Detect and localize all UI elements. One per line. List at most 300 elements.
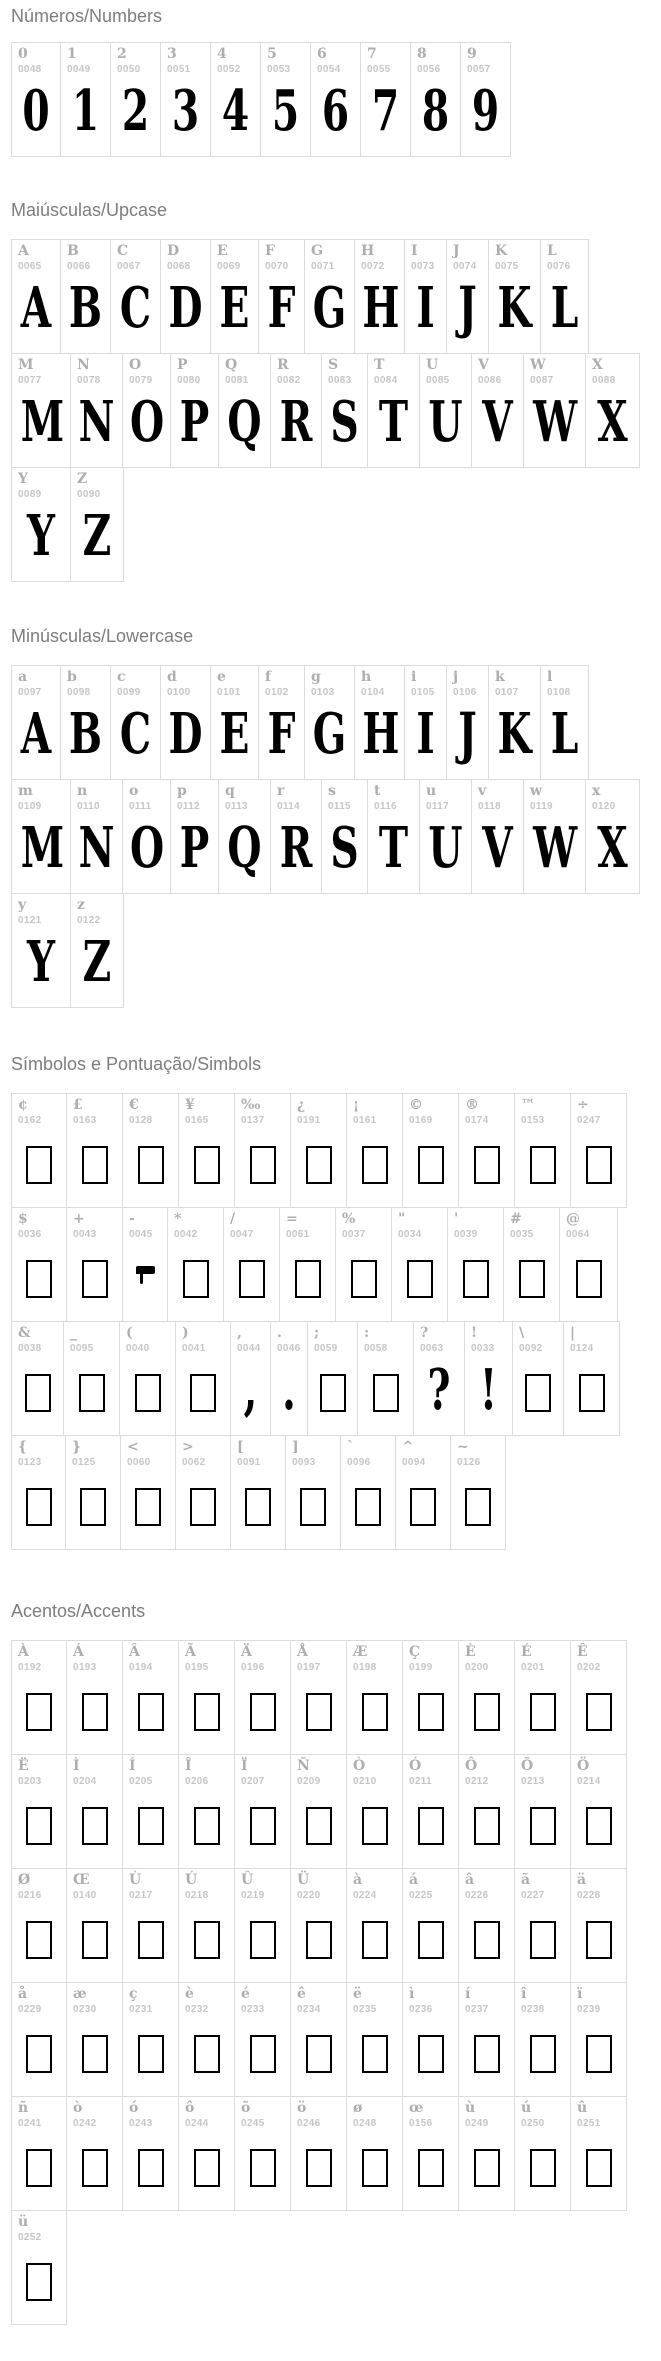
cell-character-label: D	[167, 243, 180, 259]
cell-unicode-code: 0238	[521, 2004, 545, 2015]
cell-character-label: Ø	[18, 1872, 31, 1888]
glyph-cell	[586, 353, 640, 468]
missing-glyph-box	[194, 2149, 220, 2187]
missing-glyph-box	[26, 1807, 52, 1845]
section-title: Números/Numbers	[11, 6, 163, 26]
glyph-grid	[11, 1640, 661, 2325]
glyph-preview: C	[119, 701, 152, 767]
cell-character-label: à	[353, 1872, 363, 1888]
glyph-cell	[504, 1207, 560, 1322]
cell-character-label: $	[18, 1211, 28, 1227]
missing-glyph-box	[530, 1146, 556, 1184]
glyph-row	[11, 1207, 661, 1322]
cell-character-label: O	[129, 357, 142, 373]
cell-character-label: ©	[409, 1097, 423, 1113]
glyph-preview: P	[179, 815, 210, 881]
cell-character-label: I	[411, 243, 418, 259]
glyph-cell	[11, 893, 71, 1008]
cell-character-label: !	[471, 1325, 478, 1341]
glyph-cell	[291, 1982, 347, 2097]
glyph-preview: R	[279, 815, 313, 881]
cell-character-label: q	[225, 783, 235, 799]
cell-character-label: ]	[292, 1439, 299, 1455]
glyph-cell	[11, 2096, 67, 2211]
cell-unicode-code: 0229	[18, 2004, 42, 2015]
glyph-preview: H	[362, 275, 400, 341]
cell-character-label: Ï	[241, 1758, 248, 1774]
cell-unicode-code: 0070	[265, 261, 289, 272]
glyph-cell	[123, 1868, 179, 1983]
cell-character-label: ü	[18, 2214, 29, 2230]
cell-unicode-code: 0203	[18, 1776, 42, 1787]
cell-character-label: t	[374, 783, 381, 799]
cell-character-label: v	[478, 783, 487, 799]
cell-character-label: S	[328, 357, 339, 373]
glyph-cell	[67, 2096, 123, 2211]
cell-unicode-code: 0079	[129, 375, 153, 386]
glyph-cell	[448, 1207, 504, 1322]
glyph-cell	[571, 1868, 627, 1983]
glyph-cell	[355, 665, 405, 780]
cell-unicode-code: 0051	[167, 64, 191, 75]
cell-unicode-code: 0034	[398, 1229, 422, 1240]
glyph-preview: V	[482, 815, 513, 881]
cell-unicode-code: 0200	[465, 1662, 489, 1673]
cell-unicode-code: 0086	[478, 375, 502, 386]
cell-character-label: 0	[18, 46, 28, 62]
missing-glyph-box	[138, 1921, 164, 1959]
cell-unicode-code: 0035	[510, 1229, 534, 1240]
cell-unicode-code: 0162	[18, 1115, 42, 1126]
cell-character-label: È	[465, 1644, 476, 1660]
cell-unicode-code: 0041	[182, 1343, 206, 1354]
glyph-preview: B	[68, 701, 103, 767]
cell-character-label: =	[286, 1211, 298, 1227]
cell-unicode-code: 0103	[311, 687, 335, 698]
cell-character-label: l	[547, 669, 553, 685]
cell-unicode-code: 0216	[18, 1890, 42, 1901]
glyph-cell	[71, 779, 123, 894]
cell-character-label: [	[237, 1439, 244, 1455]
glyph-cell	[571, 1093, 627, 1208]
glyph-cell	[123, 1093, 179, 1208]
cell-unicode-code: 0163	[73, 1115, 97, 1126]
cell-unicode-code: 0099	[117, 687, 141, 698]
cell-unicode-code: 0192	[18, 1662, 42, 1673]
cell-unicode-code: 0161	[353, 1115, 377, 1126]
cell-character-label: ã	[521, 1872, 531, 1888]
glyph-preview: K	[497, 701, 532, 767]
missing-glyph-box	[82, 1146, 108, 1184]
cell-character-label: û	[577, 2100, 588, 2116]
glyph-cell	[11, 1754, 67, 1869]
cell-character-label: Ú	[185, 1872, 198, 1888]
cell-unicode-code: 0083	[328, 375, 352, 386]
glyph-cell	[66, 1435, 121, 1550]
cell-unicode-code: 0245	[241, 2118, 265, 2129]
cell-character-label: Ã	[185, 1644, 196, 1660]
missing-glyph-box	[250, 1693, 276, 1731]
glyph-cell	[392, 1207, 448, 1322]
cell-character-label: ë	[353, 1986, 362, 2002]
missing-glyph-box	[362, 2035, 388, 2073]
cell-character-label: â	[465, 1872, 475, 1888]
cell-unicode-code: 0063	[420, 1343, 444, 1354]
cell-character-label: é	[241, 1986, 250, 2002]
glyph-cell	[447, 665, 489, 780]
glyph-cell	[308, 1321, 358, 1436]
cell-character-label: Æ	[353, 1644, 368, 1660]
glyph-cell	[571, 1754, 627, 1869]
glyph-cell	[459, 1093, 515, 1208]
glyph-cell	[121, 1435, 176, 1550]
cell-unicode-code: 0078	[77, 375, 101, 386]
cell-unicode-code: 0165	[185, 1115, 209, 1126]
glyph-section	[11, 6, 661, 157]
cell-unicode-code: 0047	[230, 1229, 254, 1240]
glyph-preview: I	[416, 701, 435, 767]
glyph-row	[11, 467, 661, 582]
cell-character-label: e	[217, 669, 226, 685]
glyph-preview: G	[312, 701, 347, 767]
glyph-cell	[123, 1982, 179, 2097]
missing-glyph-box	[138, 2035, 164, 2073]
glyph-preview: Z	[82, 929, 112, 995]
cell-unicode-code: 0212	[465, 1776, 489, 1787]
glyph-cell	[211, 42, 261, 157]
glyph-grid	[11, 665, 661, 1008]
cell-character-label: K	[495, 243, 508, 259]
cell-character-label: s	[328, 783, 336, 799]
cell-unicode-code: 0098	[67, 687, 91, 698]
missing-glyph-box	[306, 2149, 332, 2187]
glyph-preview: !	[479, 1357, 498, 1423]
glyph-cell	[403, 1868, 459, 1983]
cell-unicode-code: 0055	[367, 64, 391, 75]
cell-character-label: 8	[417, 46, 427, 62]
cell-character-label: á	[409, 1872, 419, 1888]
glyph-preview: T	[378, 815, 409, 881]
glyph-cell	[161, 239, 211, 354]
missing-glyph-box	[362, 1146, 388, 1184]
cell-character-label: z	[77, 897, 85, 913]
glyph-preview: P	[179, 389, 210, 455]
missing-glyph-box	[250, 1921, 276, 1959]
cell-character-label: €	[129, 1097, 139, 1113]
cell-character-label: W	[530, 357, 546, 373]
cell-unicode-code: 0111	[129, 801, 152, 812]
cell-character-label: '	[454, 1211, 459, 1227]
cell-unicode-code: 0115	[328, 801, 351, 812]
cell-character-label: ô	[185, 2100, 195, 2116]
cell-unicode-code: 0102	[265, 687, 289, 698]
glyph-preview: E	[219, 701, 250, 767]
cell-character-label: c	[117, 669, 126, 685]
section-title: Minúsculas/Lowercase	[11, 626, 194, 646]
cell-character-label: {	[18, 1439, 28, 1455]
glyph-cell	[361, 42, 411, 157]
cell-character-label: &	[18, 1325, 31, 1341]
cell-character-label: ?	[420, 1325, 429, 1341]
cell-character-label: ®	[465, 1097, 479, 1113]
cell-character-label: x	[592, 783, 601, 799]
cell-character-label: î	[521, 1986, 527, 2002]
glyph-row	[11, 1321, 661, 1436]
glyph-cell	[120, 1321, 176, 1436]
glyph-cell	[11, 1093, 67, 1208]
missing-glyph-box	[586, 1146, 612, 1184]
missing-glyph-box	[418, 1921, 444, 1959]
missing-glyph-box	[194, 1807, 220, 1845]
glyph-preview: X	[597, 815, 628, 881]
glyph-row	[11, 2096, 661, 2211]
glyph-row	[11, 1982, 661, 2097]
cell-unicode-code: 0040	[126, 1343, 150, 1354]
glyph-cell	[67, 1982, 123, 2097]
glyph-cell	[420, 779, 472, 894]
cell-unicode-code: 0234	[297, 2004, 321, 2015]
cell-unicode-code: 0101	[217, 687, 241, 698]
cell-character-label: j	[453, 669, 459, 685]
cell-unicode-code: 0043	[73, 1229, 97, 1240]
cell-unicode-code: 0107	[495, 687, 519, 698]
cell-unicode-code: 0104	[361, 687, 385, 698]
cell-unicode-code: 0126	[457, 1457, 481, 1468]
missing-glyph-box	[26, 2149, 52, 2187]
missing-glyph-box	[320, 1374, 346, 1412]
glyph-cell	[271, 353, 322, 468]
cell-unicode-code: 0220	[297, 1890, 321, 1901]
cell-unicode-code: 0044	[237, 1343, 261, 1354]
cell-unicode-code: 0123	[18, 1457, 42, 1468]
cell-unicode-code: 0080	[177, 375, 201, 386]
cell-unicode-code: 0225	[409, 1890, 433, 1901]
missing-glyph-box	[194, 1146, 220, 1184]
cell-character-label: å	[18, 1986, 28, 2002]
missing-glyph-box	[26, 1260, 52, 1298]
missing-glyph-box	[362, 2149, 388, 2187]
glyph-preview: A	[20, 701, 52, 767]
missing-glyph-box	[26, 1693, 52, 1731]
glyph-cell	[111, 665, 161, 780]
cell-unicode-code: 0252	[18, 2232, 42, 2243]
glyph-cell	[291, 1754, 347, 1869]
missing-glyph-box	[519, 1260, 545, 1298]
missing-glyph-box	[250, 2149, 276, 2187]
glyph-cell	[11, 1868, 67, 1983]
glyph-cell	[347, 1754, 403, 1869]
cell-unicode-code: 0217	[129, 1890, 153, 1901]
cell-unicode-code: 0246	[297, 2118, 321, 2129]
missing-glyph-box	[418, 2035, 444, 2073]
cell-unicode-code: 0204	[73, 1776, 97, 1787]
glyph-preview: F	[267, 275, 296, 341]
glyph-preview: J	[458, 701, 477, 767]
cell-unicode-code: 0202	[577, 1662, 601, 1673]
cell-character-label: F	[265, 243, 275, 259]
missing-glyph-box	[135, 1488, 161, 1526]
glyph-preview: 5	[271, 78, 300, 144]
cell-unicode-code: 0228	[577, 1890, 601, 1901]
glyph-cell	[11, 42, 61, 157]
glyph-cell	[291, 1640, 347, 1755]
cell-unicode-code: 0248	[353, 2118, 377, 2129]
cell-unicode-code: 0193	[73, 1662, 97, 1673]
cell-character-label: N	[77, 357, 90, 373]
cell-character-label: ^	[402, 1439, 414, 1455]
cell-unicode-code: 0206	[185, 1776, 209, 1787]
glyph-cell	[261, 42, 311, 157]
cell-character-label: õ	[241, 2100, 251, 2116]
glyph-preview: W	[533, 815, 578, 881]
glyph-preview: 8	[421, 78, 450, 144]
missing-glyph-box	[138, 1693, 164, 1731]
glyph-cell	[11, 2210, 67, 2325]
cell-unicode-code: 0243	[129, 2118, 153, 2129]
glyph-cell	[586, 779, 640, 894]
missing-glyph-box	[474, 1146, 500, 1184]
cell-unicode-code: 0113	[225, 801, 248, 812]
glyph-cell	[515, 1754, 571, 1869]
cell-character-label: 1	[67, 46, 77, 62]
glyph-cell	[465, 1321, 513, 1436]
cell-character-label: Î	[185, 1758, 192, 1774]
glyph-cell	[179, 1982, 235, 2097]
cell-unicode-code: 0207	[241, 1776, 265, 1787]
cell-unicode-code: 0037	[342, 1229, 366, 1240]
cell-unicode-code: 0089	[18, 489, 42, 500]
missing-glyph-box	[373, 1374, 399, 1412]
glyph-row	[11, 1754, 661, 1869]
glyph-cell	[235, 1982, 291, 2097]
missing-glyph-box	[530, 2035, 556, 2073]
glyph-preview: 6	[321, 78, 350, 144]
glyph-cell	[67, 1093, 123, 1208]
cell-character-label: Ô	[465, 1758, 478, 1774]
glyph-cell	[11, 239, 61, 354]
glyph-cell	[61, 42, 111, 157]
glyph-cell	[71, 353, 123, 468]
cell-character-label: h	[361, 669, 372, 685]
glyph-preview: J	[458, 275, 477, 341]
cell-unicode-code: 0197	[297, 1662, 321, 1673]
cell-unicode-code: 0128	[129, 1115, 153, 1126]
cell-unicode-code: 0069	[217, 261, 241, 272]
cell-unicode-code: 0169	[409, 1115, 433, 1126]
cell-unicode-code: 0061	[286, 1229, 310, 1240]
missing-glyph-box	[530, 1807, 556, 1845]
missing-glyph-box	[530, 2149, 556, 2187]
cell-unicode-code: 0233	[241, 2004, 265, 2015]
cell-unicode-code: 0109	[18, 801, 42, 812]
missing-glyph-box	[418, 1693, 444, 1731]
cell-character-label: Ö	[577, 1758, 590, 1774]
cell-character-label: Ä	[241, 1644, 252, 1660]
cell-unicode-code: 0251	[577, 2118, 601, 2129]
glyph-cell	[305, 239, 355, 354]
glyph-preview: O	[130, 815, 165, 881]
glyph-grid	[11, 239, 661, 582]
missing-glyph-box	[463, 1260, 489, 1298]
glyph-row	[11, 893, 661, 1008]
missing-glyph-box	[407, 1260, 433, 1298]
cell-unicode-code: 0244	[185, 2118, 209, 2129]
glyph-cell	[11, 467, 71, 582]
glyph-cell	[171, 779, 219, 894]
glyph-cell	[515, 1640, 571, 1755]
cell-unicode-code: 0075	[495, 261, 519, 272]
missing-glyph-box	[418, 1146, 444, 1184]
missing-glyph-box	[576, 1260, 602, 1298]
glyph-cell	[461, 42, 511, 157]
glyph-cell	[513, 1321, 564, 1436]
cell-character-label: #	[510, 1211, 522, 1227]
glyph-cell	[347, 1093, 403, 1208]
cell-character-label: :	[364, 1325, 370, 1341]
cell-character-label: 2	[117, 46, 127, 62]
cell-character-label: w	[530, 783, 543, 799]
glyph-section	[11, 1601, 661, 2325]
cell-character-label: Ì	[73, 1758, 80, 1774]
glyph-cell	[271, 1321, 308, 1436]
cell-character-label: è	[185, 1986, 194, 2002]
missing-glyph-box	[474, 1807, 500, 1845]
glyph-cell	[179, 1868, 235, 1983]
section-title: Símbolos e Pontuação/Simbols	[11, 1054, 262, 1074]
glyph-preview: S	[330, 815, 359, 881]
missing-glyph-box	[190, 1488, 216, 1526]
hyphen-glyph	[134, 1266, 156, 1288]
cell-character-label: Ñ	[297, 1758, 310, 1774]
cell-character-label: ;	[314, 1325, 320, 1341]
cell-character-label: ø	[353, 2100, 363, 2116]
cell-character-label: y	[18, 897, 27, 913]
cell-unicode-code: 0073	[411, 261, 435, 272]
glyph-cell	[11, 1207, 67, 1322]
glyph-preview: 9	[471, 78, 500, 144]
cell-unicode-code: 0046	[277, 1343, 301, 1354]
cell-unicode-code: 0050	[117, 64, 141, 75]
glyph-preview: G	[312, 275, 347, 341]
cell-unicode-code: 0052	[217, 64, 241, 75]
glyph-preview: N	[78, 815, 115, 881]
cell-character-label: (	[126, 1325, 133, 1341]
glyph-cell	[176, 1435, 231, 1550]
glyph-cell	[179, 1093, 235, 1208]
missing-glyph-box	[586, 1693, 612, 1731]
cell-unicode-code: 0210	[353, 1776, 377, 1787]
glyph-cell	[123, 779, 171, 894]
glyph-row	[11, 779, 661, 894]
glyph-cell	[571, 1982, 627, 2097]
cell-unicode-code: 0232	[185, 2004, 209, 2015]
cell-unicode-code: 0081	[225, 375, 249, 386]
cell-unicode-code: 0241	[18, 2118, 42, 2129]
glyph-preview: L	[550, 275, 579, 341]
cell-character-label: ó	[129, 2100, 139, 2116]
cell-unicode-code: 0247	[577, 1115, 601, 1126]
glyph-cell	[235, 2096, 291, 2211]
glyph-cell	[515, 1093, 571, 1208]
cell-unicode-code: 0033	[471, 1343, 495, 1354]
cell-character-label: R	[277, 357, 289, 373]
glyph-cell	[291, 1093, 347, 1208]
cell-unicode-code: 0060	[127, 1457, 151, 1468]
cell-unicode-code: 0093	[292, 1457, 316, 1468]
missing-glyph-box	[474, 1693, 500, 1731]
cell-character-label: ê	[297, 1986, 306, 2002]
cell-character-label: @	[566, 1211, 580, 1227]
